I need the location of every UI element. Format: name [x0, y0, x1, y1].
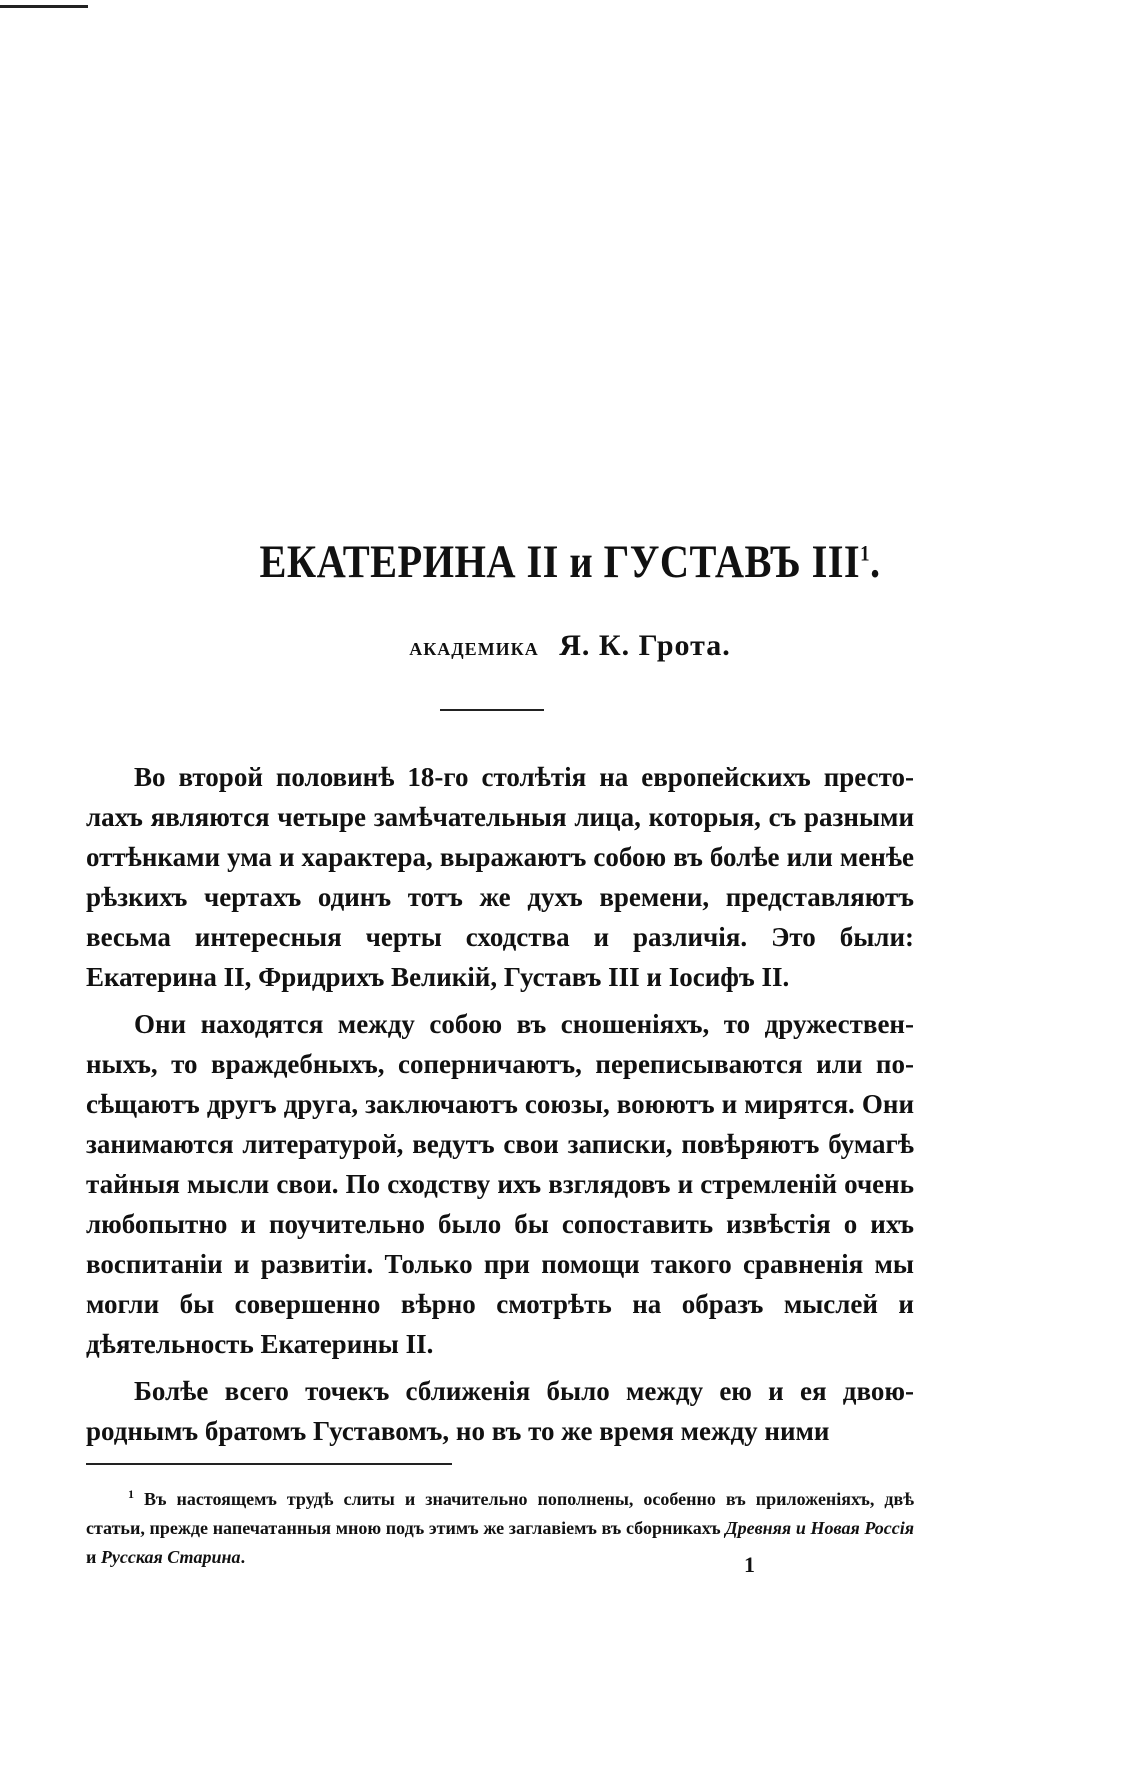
- title-note-marker: 1: [860, 540, 870, 566]
- page-title: ЕКАТЕРИНА II и ГУСТАВЪ III$^1$.: [259, 536, 881, 588]
- body-text: [86, 757, 914, 1451]
- paragraph-2: Они находятся между собою въ сношеніяхъ, то дружественныхъ, то враждебныхъ, соперничаютъ, переписываются или посѣщаютъ другъ друга, заключаютъ союзы, воюютъ и мирятся. Они занимаются литературой, ведутъ свои записки, повѣряютъ бумагѣ тайныя мысли свои. По сходству ихъ взглядовъ и стремленій очень любопытно и поучительно было бы сопоставить извѣстія о ихъ воспитаніи и развитіи. Только при помощи такого сравненія мы могли бы совершенно вѣрно смотрѣть на образъ мыслей и дѣятельность Екатерины II.: [86, 1009, 914, 1359]
- byline: [0, 629, 1140, 663]
- title-divider: [440, 709, 544, 711]
- title-text: ЕКАТЕРИНА II и ГУСТАВЪ III: [259, 536, 861, 588]
- corner-rule: [0, 5, 88, 8]
- footnote-source-2: Русская Старина: [100, 1547, 241, 1567]
- paragraph-3: Болѣе всего точекъ сближенія было между ею и ея двоюроднымъ братомъ Густавомъ, но въ то же время между ними: [86, 1376, 914, 1446]
- footnote-text: Въ настоящемъ трудѣ слиты и значительно пополнены, особенно въ приложеніяхъ, двѣ статьи, прежде напечатанныя мною подъ этимъ же заглавіемъ въ сборникахъ: [86, 1489, 914, 1538]
- footnote-divider: [86, 1463, 452, 1465]
- paragraph-1: Во второй половинѣ 18-го столѣтія на европейскихъ престолахъ являются четыре замѣчательныя лица, которыя, съ разными оттѣнками ума и характера, выражаютъ собою въ болѣе или менѣе рѣзкихъ чертахъ одинъ тотъ же духъ времени, представляютъ весьма интересныя черты сходства и различія. Это были: Екатерина II, Фридрихъ Великій, Густавъ III и Іосифъ II.: [86, 762, 914, 992]
- page-number: 1: [744, 1552, 755, 1577]
- footnote-source-1: Древняя и Новая Россія: [725, 1518, 914, 1538]
- footnote-conjunction: и: [86, 1547, 97, 1567]
- footnote-marker: 1: [128, 1487, 134, 1501]
- footnote-end: .: [240, 1547, 246, 1567]
- footnote: [86, 1480, 914, 1572]
- byline-author: Я. К. Грота.: [559, 629, 731, 662]
- byline-prefix: АКАДЕМИКА: [409, 639, 539, 659]
